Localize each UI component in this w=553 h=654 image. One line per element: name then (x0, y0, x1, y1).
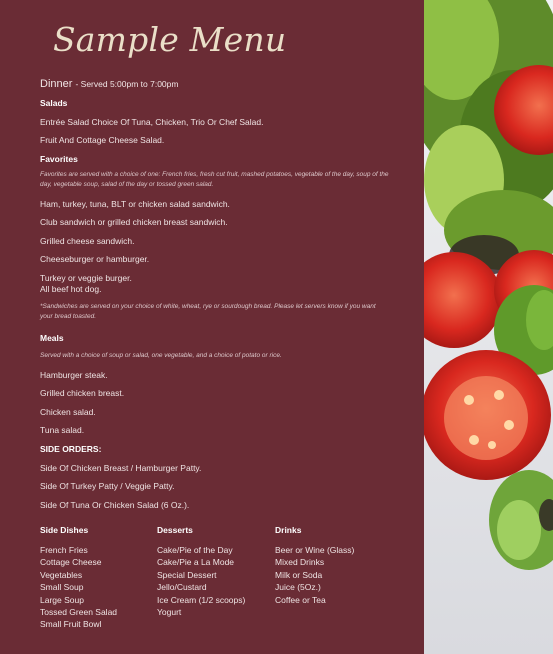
meal-item: Chicken salad. (40, 407, 96, 417)
side-dishes-heading: Side Dishes (40, 525, 89, 535)
salad-item: Fruit And Cottage Cheese Salad. (40, 135, 165, 145)
side-dish-item: Small Fruit Bowl (40, 619, 102, 630)
desserts-heading: Desserts (157, 525, 193, 535)
drink-item: Coffee or Tea (275, 594, 326, 605)
dinner-label: Dinner (40, 78, 73, 90)
desserts-list (157, 544, 245, 618)
side-orders-heading: SIDE ORDERS: (40, 444, 102, 454)
drink-item: Juice (5Oz.) (275, 582, 321, 593)
dessert-item: Cake/Pie a La Mode (157, 557, 235, 568)
side-dishes-column (40, 525, 117, 631)
side-dish-item: Large Soup (40, 594, 84, 605)
meals-note: Served with a choice of soup or salad, one vegetable, and a choice of potato or rice. (40, 352, 282, 359)
favorite-item: Cheeseburger or hamburger. (40, 254, 150, 264)
favorites-heading: Favorites (40, 154, 78, 164)
dinner-line (40, 78, 178, 90)
dessert-item: Cake/Pie of the Day (157, 545, 233, 555)
side-dish-item: Vegetables (40, 569, 83, 580)
drink-item: Milk or Soda (275, 569, 323, 580)
drink-item: Beer or Wine (Glass) (275, 545, 355, 555)
dessert-item: Special Dessert (157, 569, 217, 580)
favorite-item: All beef hot dog. (40, 284, 102, 294)
meal-item: Grilled chicken breast. (40, 388, 125, 398)
side-dishes-list (40, 544, 117, 631)
menu-title: Sample Menu (53, 20, 287, 59)
side-dish-item: French Fries (40, 545, 88, 555)
favorites-note: Favorites are served with a choice of one: French fries, fresh cut fruit, mashed potatoes, vegetable of the day, soup of the day, vegetable soup, salad of the day or tossed green salad. (40, 171, 389, 188)
meals-heading: Meals (40, 333, 64, 343)
dessert-item: Ice Cream (1/2 scoops) (157, 594, 246, 605)
meal-item: Hamburger steak. (40, 370, 108, 380)
drink-item: Mixed Drinks (275, 557, 325, 568)
side-order-item: Side Of Chicken Breast / Hamburger Patty. (40, 463, 202, 473)
side-dish-item: Cottage Cheese (40, 557, 102, 568)
drinks-list (275, 544, 354, 606)
sandwich-footnote: *Sandwiches are served on your choice of white, wheat, rye or sourdough bread. Please let servers know if you want your bread toasted. (40, 303, 376, 320)
desserts-column (157, 525, 245, 618)
favorite-item: Ham, turkey, tuna, BLT or chicken salad sandwich. (40, 199, 230, 209)
salad-item: Entrée Salad Choice Of Tuna, Chicken, Trio Or Chef Salad. (40, 117, 264, 127)
dinner-served-time: - Served 5:00pm to 7:00pm (75, 79, 179, 89)
favorite-item: Turkey or veggie burger. (40, 273, 132, 283)
salad-photo-image (424, 0, 553, 654)
salads-heading: Salads (40, 98, 68, 108)
side-order-item: Side Of Turkey Patty / Veggie Patty. (40, 481, 175, 491)
meal-item: Tuna salad. (40, 425, 85, 435)
drinks-column (275, 525, 354, 606)
dessert-item: Jello/Custard (157, 582, 207, 593)
side-order-item: Side Of Tuna Or Chicken Salad (6 Oz.). (40, 500, 190, 510)
dessert-item: Yogurt (157, 607, 182, 618)
side-dish-item: Small Soup (40, 582, 84, 593)
favorite-item: Club sandwich or grilled chicken breast sandwich. (40, 217, 228, 227)
salad-photo (424, 0, 553, 654)
side-dish-item: Tossed Green Salad (40, 607, 118, 618)
favorite-item: Grilled cheese sandwich. (40, 236, 135, 246)
drinks-heading: Drinks (275, 525, 302, 535)
